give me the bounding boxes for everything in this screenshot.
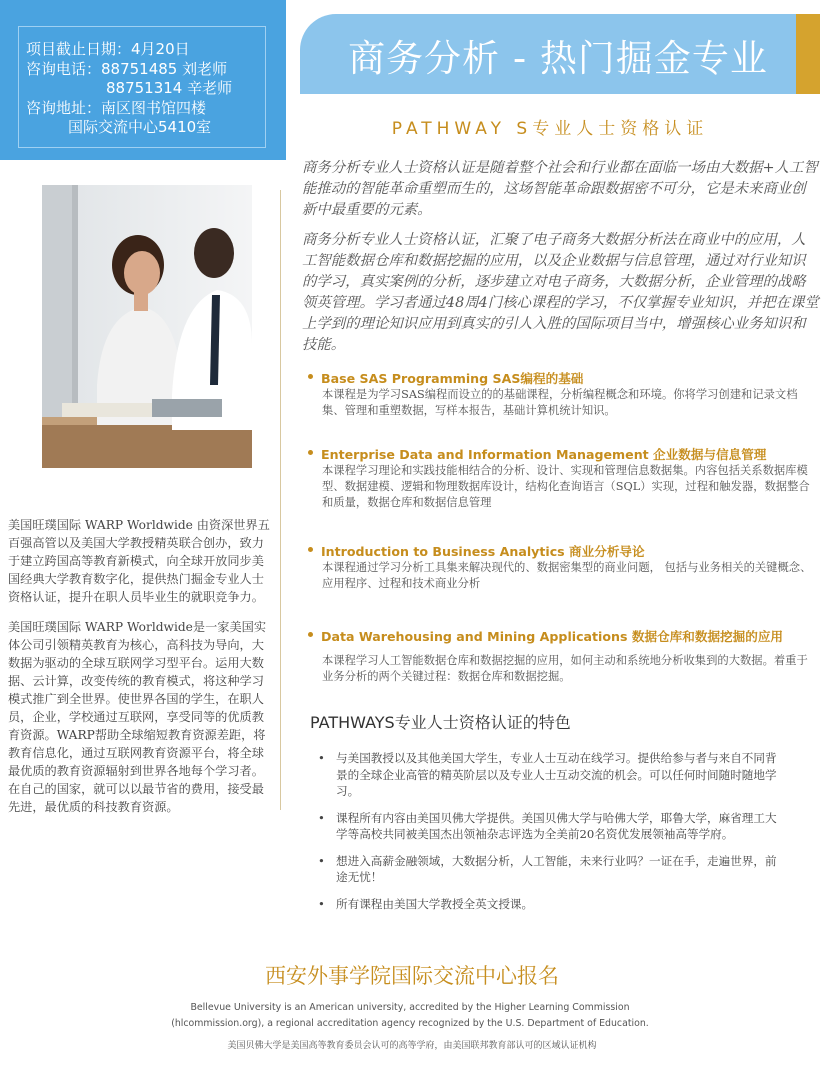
- accreditation-text: [100, 1000, 720, 1031]
- deadline-text: 项目截止日期：4月20日: [26, 40, 190, 58]
- address-text-1: 咨询地址：南区图书馆四楼: [26, 98, 207, 117]
- program-intro: [302, 158, 820, 365]
- feature-item: • 课程所有内容由美国贝佛大学提供。美国贝佛大学与哈佛大学，耶鲁大学，麻省理工大学等高校共同被美国杰出领袖杂志评选为全美前20名资优发展领袖高等学府。: [318, 810, 788, 843]
- feature-item: • 想进入高薪金融领域，大数据分析，人工智能，未来行业吗？一证在手，走遍世界，前途无忧！: [318, 853, 788, 886]
- company-intro-2: 美国旺璞国际 WARP Worldwide是一家美国实体公司引领精英教育为核心，高科技为导向，大数据为驱动的全球互联网学习型平台。运用大数据、云计算，改变传统的教育模式，将这种学习模式推广到全世界。使世界各国的学生，在职人员，企业，学校通过互联网，享受同等的优质教育资源。WARP帮助全球缩短教育资源差距，将教育信息化，通过互联网教育资源平台，将全球最优质的教育资源辐射到世界各地每个学习者。在自己的国家，就可以以最节省的费用，接受最先进，最优质的科技教育资源。: [8, 620, 267, 814]
- course-item: [308, 541, 818, 592]
- course-title: Base SAS Programming SAS编程的基础: [308, 368, 818, 387]
- feature-item: • 所有课程由美国大学教授全英文授课。: [318, 896, 788, 913]
- course-title: Enterprise Data and Information Management 企业数据与信息管理: [308, 444, 818, 463]
- column-divider: [280, 190, 281, 810]
- course-description: 本课程学习人工智能数据仓库和数据挖掘的应用，如何主动和系统地分析收集到的大数据。着重于业务分析的两个关键过程：数据仓库和数据挖掘。: [322, 654, 808, 683]
- accreditation-text-cn: 美国贝佛大学是美国高等教育委员会认可的高等学府，由美国联邦教育部认可的区域认证机构: [227, 1041, 597, 1051]
- accreditation-line-2: (hlcommission.org), a regional accreditation agency recognized by the U.S. Department of Education.: [171, 1017, 649, 1029]
- bullet-icon: [308, 450, 313, 455]
- course-description: 本课程学习理论和实践技能相结合的分析、设计、实现和管理信息数据集。内容包括关系数据库模型、数据建模、逻辑和物理数据库设计，结构化查询语言（SQL）实现，过程和触发器，数据整合和质量，数据仓库和数据信息管理: [322, 464, 810, 509]
- company-intro-1: 美国旺璞国际 WARP Worldwide 由资深世界五百强高管以及美国大学教授精英联合创办，致力于建立跨国高等教育新模式，向全球开放同步美国经典大学教育数字化，提供热门掘金专业人士资格认证，提升在职人员毕业生的就职竞争力。: [8, 518, 270, 604]
- phone-text-1: 咨询电话：88751485 刘老师: [26, 59, 228, 78]
- bullet-icon: [308, 374, 313, 379]
- bullet-icon: [308, 632, 313, 637]
- business-people-photo: [42, 185, 252, 468]
- phone-text-2: 88751314 辛老师: [106, 79, 233, 97]
- features-heading: PATHWAYS专业人士资格认证的特色: [310, 713, 571, 732]
- title-accent-bar: [796, 14, 820, 94]
- course-description: 本课程通过学习分析工具集来解决现代的、数据密集型的商业问题， 包括与业务相关的关键概念、应用程序、过程和技术商业分析: [322, 561, 812, 590]
- features-list: [318, 750, 788, 922]
- intro-paragraph-1: 商务分析专业人士资格认证是随着整个社会和行业都在面临一场由大数据+人工智能推动的智能革命重塑而生的，这场智能革命跟数据密不可分，它是未来商业创新中最重要的元素。: [302, 160, 818, 218]
- course-description: 本课程是为学习SAS编程而设立的的基础课程，分析编程概念和环境。你将学习创建和记录文档集、管理和重塑数据，写样本报告，基础计算机统计知识。: [322, 388, 798, 417]
- intro-paragraph-2: 商务分析专业人士资格认证，汇聚了电子商务大数据分析法在商业中的应用，人工智能数据仓库和数据挖掘的应用，以及企业数据与信息管理，通过对行业知识的学习，真实案例的分析，逐步建立对电子商务，大数据分析，企业管理的战略领英管理。学习者通过48周4门核心课程的学习，不仅掌握专业知识，并把在课堂上学到的理论知识应用到真实的引人入胜的国际项目当中，增强核心业务知识和技能。: [302, 232, 819, 353]
- registration-heading: 西安外事学院国际交流中心报名: [265, 964, 559, 988]
- feature-item: • 与美国教授以及其他美国大学生，专业人士互动在线学习。提供给参与者与来自不同背景的全球企业高管的精英阶层以及专业人士互动交流的机会。可以任何时间随时随地学习。: [318, 750, 788, 800]
- accreditation-line-1: Bellevue University is an American university, accredited by the Higher Learning Commission: [190, 1002, 630, 1013]
- course-item: [308, 626, 818, 685]
- address-text-2: 国际交流中心5410室: [68, 118, 212, 136]
- bullet-icon: [308, 547, 313, 552]
- page-title: 商务分析 - 热门掘金专业: [348, 37, 768, 80]
- contact-info: [26, 40, 232, 138]
- course-item: [308, 444, 818, 511]
- course-title: Introduction to Business Analytics 商业分析导论: [308, 541, 818, 560]
- course-title: Data Warehousing and Mining Applications 数据仓库和数据挖掘的应用: [308, 626, 818, 645]
- page-subtitle: PATHWAY S专业人士资格认证: [391, 119, 709, 139]
- course-item: [308, 368, 818, 419]
- left-column: [8, 516, 270, 828]
